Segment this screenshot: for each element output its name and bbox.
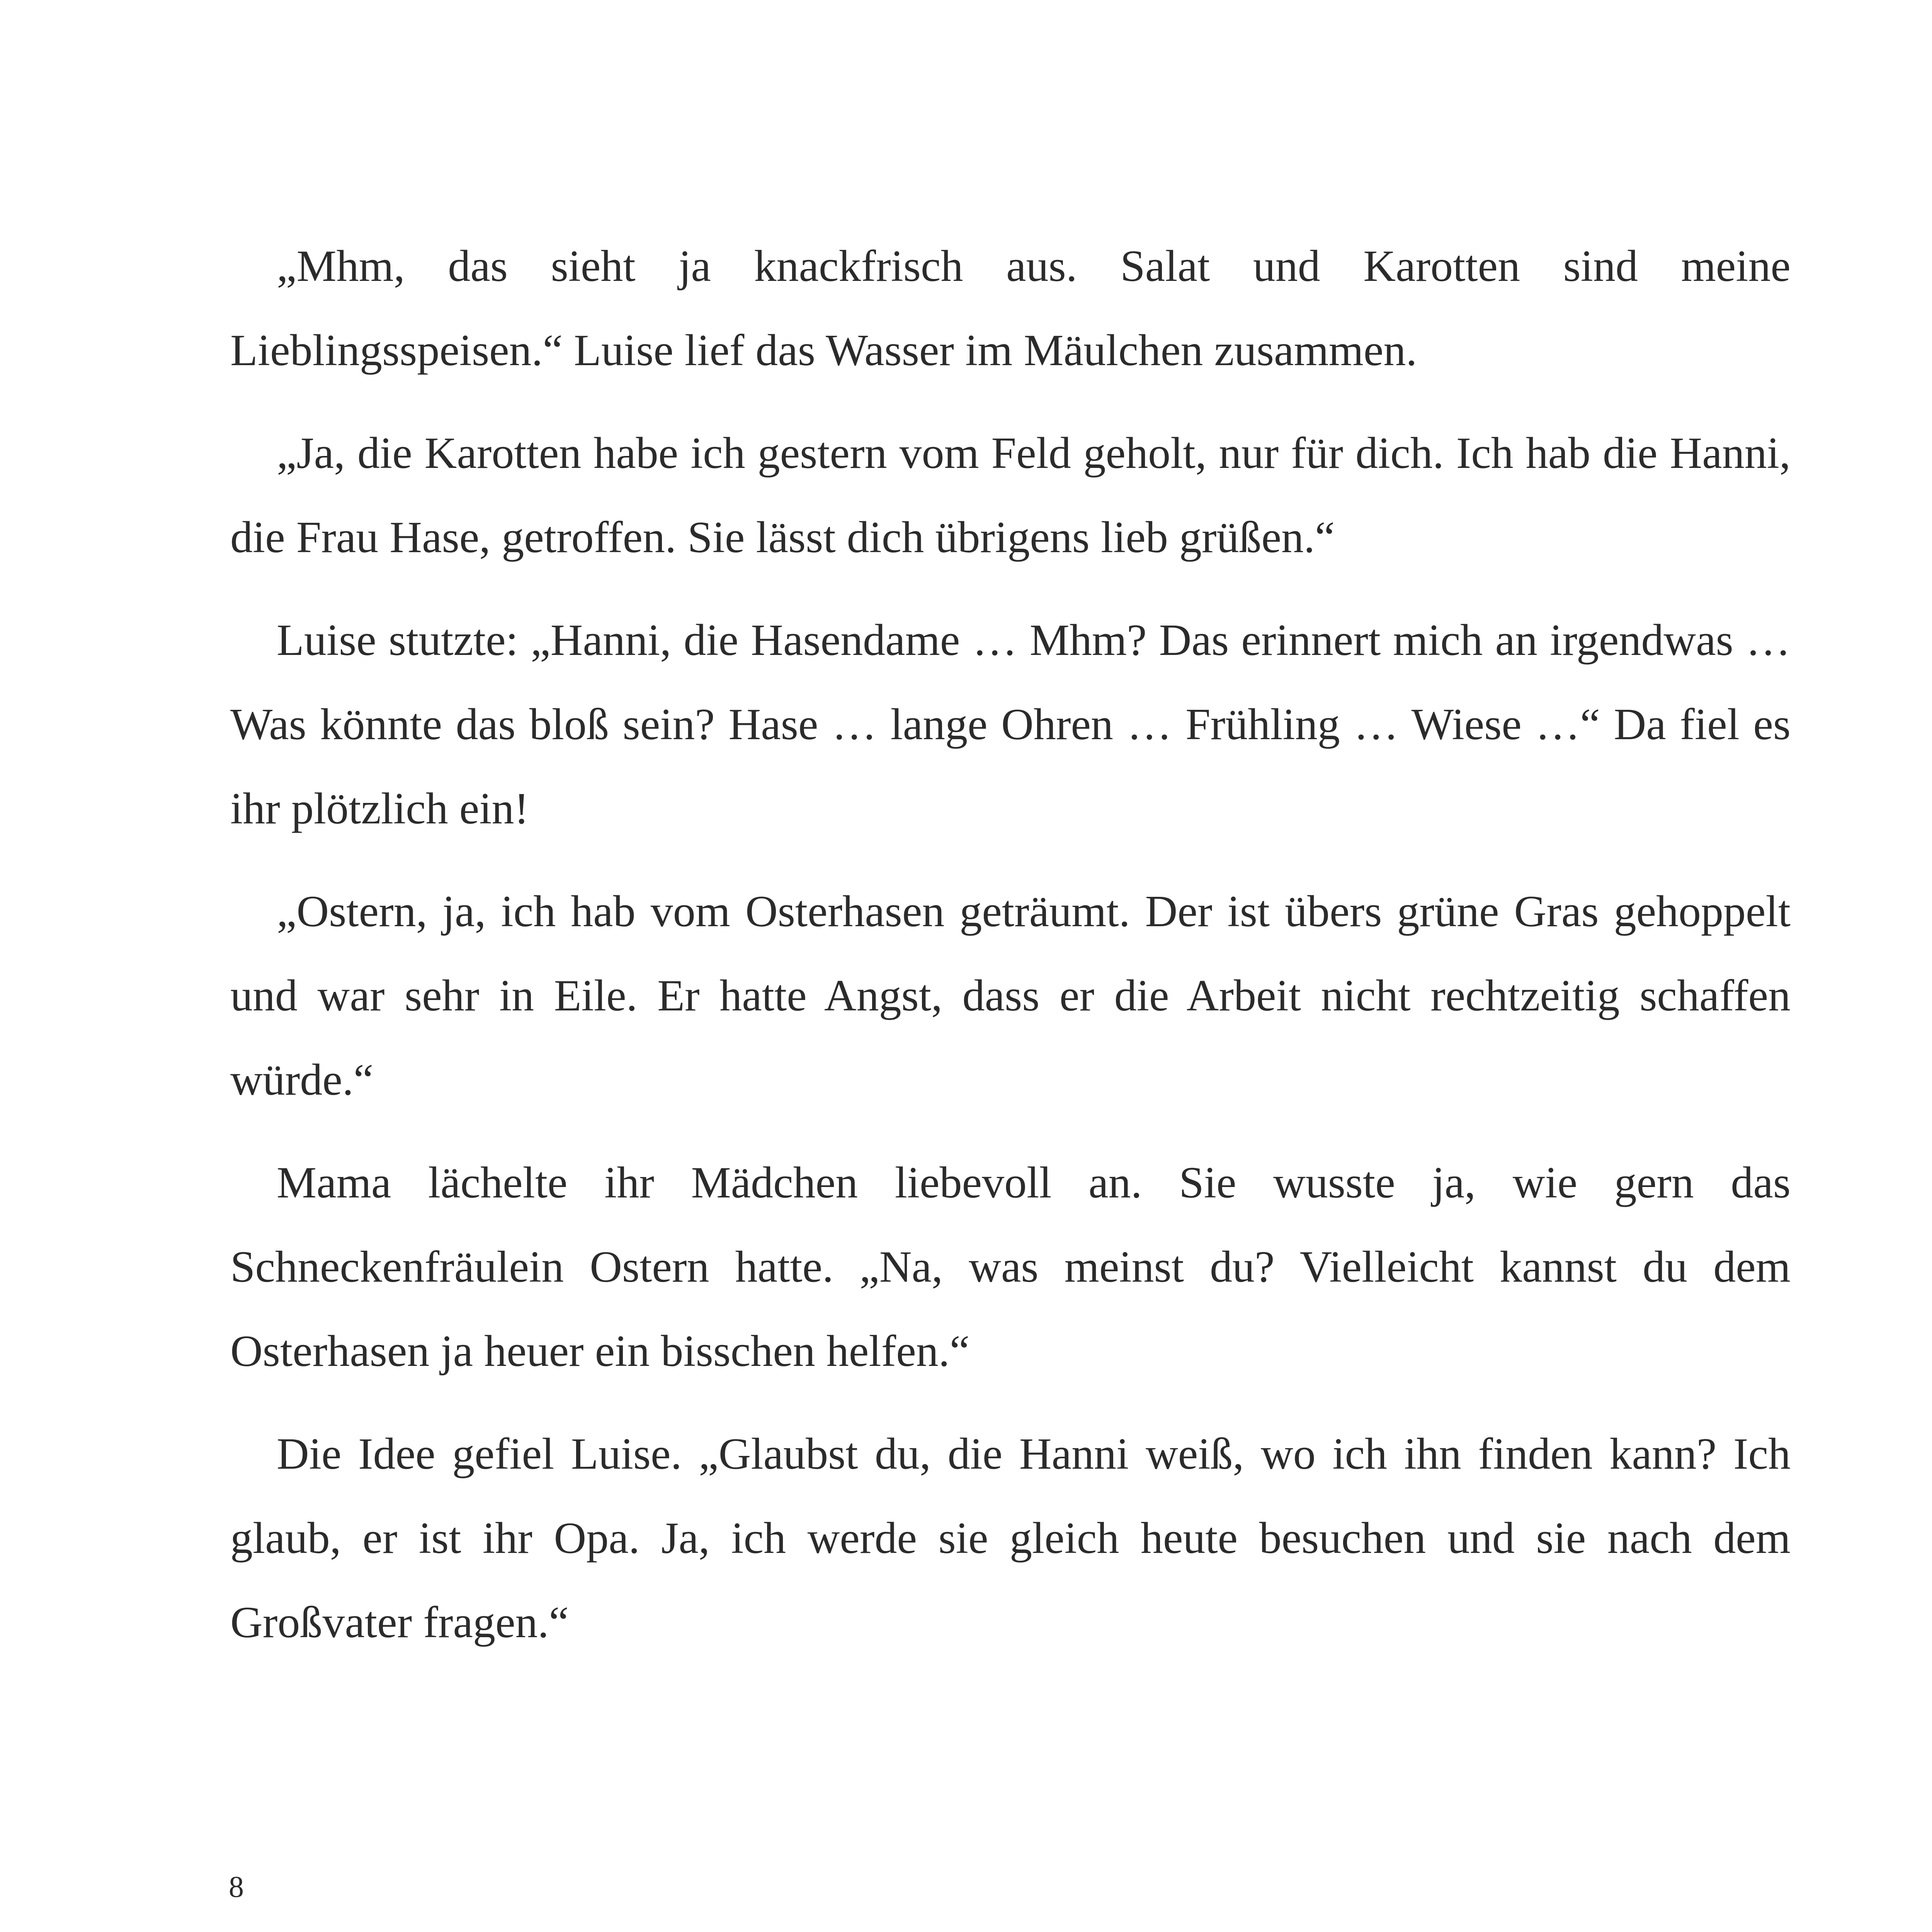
page-number: 8 [229, 1870, 244, 1903]
paragraph: Mama lächelte ihr Mädchen liebevoll an. Sie wusste ja, wie gern das Schneckenfräulein Ostern hatte. „Na, was meinst du? Vielleicht kannst du dem Osterhasen ja heuer ein bisschen helfen.“ [230, 1158, 1791, 1376]
paragraph: „Ostern, ja, ich hab vom Osterhasen geträumt. Der ist übers grüne Gras gehoppelt und war sehr in Eile. Er hatte Angst, dass er die Arbeit nicht rechtzeitig schaffen würde.“ [230, 887, 1791, 1105]
paragraph: „Mhm, das sieht ja knackfrisch aus. Salat und Karotten sind meine Lieblingsspeisen.“ Luise lief das Wasser im Mäulchen zusammen. [230, 242, 1791, 375]
paragraph: „Ja, die Karotten habe ich gestern vom Feld geholt, nur für dich. Ich hab die Hanni, die Frau Hase, getroffen. Sie lässt dich übrigens lieb grüßen.“ [230, 429, 1791, 562]
paragraph: Die Idee gefiel Luise. „Glaubst du, die Hanni weiß, wo ich ihn finden kann? Ich glaub, er ist ihr Opa. Ja, ich werde sie gleich heute besuchen und sie nach dem Großvater fragen.“ [230, 1429, 1791, 1647]
paragraph: Luise stutzte: „Hanni, die Hasendame … Mhm? Das erinnert mich an irgendwas … Was könnte das bloß sein? Hase … lange Ohren … Frühling … Wiese …“ Da fiel es ihr plötzlich ein! [230, 616, 1791, 833]
body-text [230, 224, 1791, 1683]
